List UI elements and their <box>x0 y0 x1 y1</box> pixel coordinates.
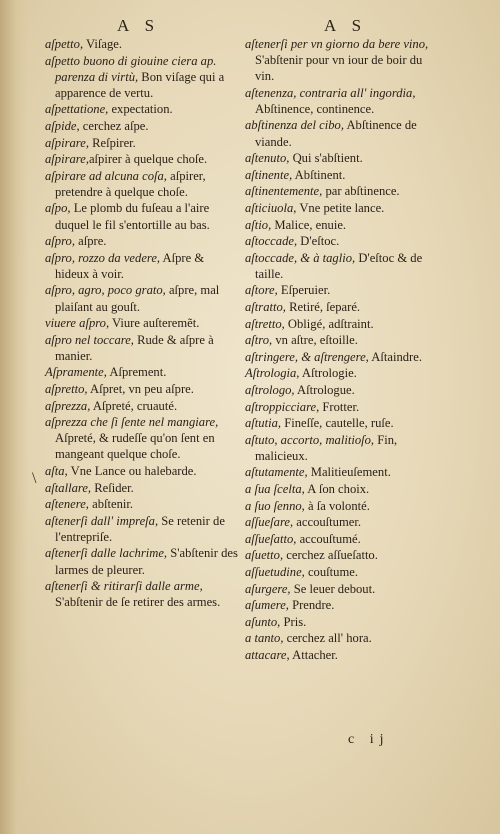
dictionary-entry <box>245 282 440 298</box>
entry-definition: cerchez all' hora. <box>283 631 372 646</box>
entry-term: aſtore, <box>245 283 278 298</box>
dictionary-entry <box>245 183 440 199</box>
entry-term: attacare, <box>245 647 290 662</box>
entry-definition: accouſtumé. <box>296 531 361 546</box>
entry-definition: Aſpret, vn peu aſpre. <box>87 381 194 396</box>
page-gutter-shadow <box>0 0 28 834</box>
entry-definition: Se leuer debout. <box>290 581 376 596</box>
dictionary-entry <box>45 101 240 117</box>
dictionary-entry <box>245 498 440 514</box>
dictionary-entry <box>45 233 240 249</box>
entry-definition: Obligé, adſtraint. <box>284 316 374 331</box>
entry-term: aſtenuto, <box>245 151 290 166</box>
entry-definition: Reſider. <box>91 480 134 495</box>
dictionary-entry <box>245 250 440 282</box>
entry-definition: cerchez aſſueſatto. <box>283 548 378 563</box>
entry-term: aſſueſatto, <box>245 531 297 546</box>
entry-definition: Reſpirer. <box>88 135 136 150</box>
dictionary-entry <box>245 36 440 84</box>
entry-term: aſtenere, <box>45 497 89 512</box>
entry-term: aſpetto buono di giouine ciera ap. parenza di virtù, <box>45 53 217 84</box>
dictionary-entry <box>45 168 240 200</box>
entry-term: aſta, <box>45 463 68 478</box>
entry-term: aſpretto, <box>45 381 88 396</box>
entry-term: aſtenerſi per vn giorno da bere vino, <box>245 37 429 51</box>
dictionary-entry <box>245 464 440 480</box>
entry-term: aſtutamente, <box>245 465 308 480</box>
entry-term: aſtallare, <box>45 480 92 495</box>
entry-definition: D'eſtoc & de taille. <box>255 250 423 281</box>
entry-definition: Vne petite lance. <box>296 200 385 215</box>
entry-term: a ſuo ſenno, <box>245 498 305 513</box>
entry-term: aſtutia, <box>245 416 282 431</box>
entry-term: aſtenerſi dalle lachrime, <box>45 546 168 561</box>
entry-definition: Retiré, ſeparé. <box>285 300 361 314</box>
dictionary-entry <box>245 299 440 315</box>
entry-definition: Malice, enuie. <box>271 217 347 232</box>
dictionary-entry <box>45 578 240 610</box>
dictionary-entry <box>245 514 440 530</box>
entry-definition: Viure auſteremẽt. <box>109 316 200 331</box>
left-column <box>45 36 240 611</box>
entry-term: aſpirare, <box>45 135 89 150</box>
entry-term: aſtoccade, <box>245 234 298 249</box>
entry-definition: accouſtumer. <box>293 515 361 530</box>
running-head-left: A S <box>117 16 161 35</box>
entry-term: aſtringere, & aſtrengere, <box>245 349 369 364</box>
entry-definition: S'abſtenir pour vn iour de boir du vin. <box>255 53 423 84</box>
entry-definition: S'abſtenir de ſe retirer des armes. <box>55 595 221 610</box>
dictionary-entry <box>45 135 240 151</box>
entry-term: aſtinentemente, <box>245 184 323 199</box>
signature-mark: c ij <box>348 732 390 747</box>
entry-definition: Abſtinence de viande. <box>255 118 417 149</box>
dictionary-entry <box>45 513 240 545</box>
dictionary-entry <box>245 399 440 415</box>
entry-definition: Fin, malicieux. <box>255 432 398 463</box>
dictionary-entry <box>245 349 440 365</box>
entry-term: aſurgere, <box>245 581 291 596</box>
entry-definition: aſpirer à quelque choſe. <box>88 152 208 167</box>
dictionary-entry <box>245 547 440 563</box>
dictionary-entry <box>245 647 440 663</box>
entry-term: aſticiuola, <box>245 200 297 215</box>
entry-term: aſpetto, <box>45 37 84 51</box>
entry-term: Aſtrologia, <box>245 366 300 381</box>
entry-term: a ſua ſcelta, <box>245 482 305 497</box>
entry-definition: A ſon choix. <box>304 482 370 497</box>
dictionary-entry <box>45 364 240 380</box>
entry-term: aſtratto, <box>245 300 286 314</box>
entry-definition: Vne Lance ou halebarde. <box>67 463 197 478</box>
entry-definition: aſpre. <box>74 234 107 249</box>
entry-definition: Viſage. <box>83 37 123 51</box>
dictionary-entry <box>245 150 440 166</box>
entry-term: Aſpramente, <box>45 365 107 380</box>
entry-definition: Malitieuſement. <box>307 465 391 480</box>
dictionary-entry <box>245 415 440 431</box>
dictionary-entry <box>45 463 240 479</box>
entry-term: aſunto, <box>245 614 281 629</box>
entry-definition: Aſtrologie. <box>299 366 357 381</box>
entry-definition: aſpirer, pretendre à quelque choſe. <box>55 168 206 199</box>
dictionary-entry <box>45 315 240 331</box>
entry-definition: Prendre. <box>288 598 335 613</box>
dictionary-entry <box>245 564 440 580</box>
dictionary-entry <box>245 365 440 381</box>
dictionary-entry <box>45 414 240 462</box>
entry-term: aſtenerſi dall' impreſa, <box>45 513 159 528</box>
dictionary-entry <box>45 151 240 167</box>
entry-term: aſtoccade, & à taglio, <box>245 250 356 265</box>
entry-definition: par abſtinence. <box>322 184 400 199</box>
dictionary-entry <box>45 496 240 512</box>
dictionary-entry <box>245 531 440 547</box>
dictionary-entry <box>245 581 440 597</box>
entry-term: viuere aſpro, <box>45 316 110 331</box>
right-column <box>245 36 440 664</box>
entry-term: aſtroppicciare, <box>245 399 320 414</box>
entry-definition: couſtume. <box>304 565 358 579</box>
entry-term: aſpettatione, <box>45 102 109 117</box>
entry-term: aſuetto, <box>245 548 284 563</box>
dictionary-entry <box>45 282 240 314</box>
entry-term: aſpo, <box>45 201 71 216</box>
entry-definition: Attacher. <box>289 647 338 662</box>
dictionary-entry <box>245 614 440 630</box>
dictionary-entry <box>245 316 440 332</box>
dictionary-entry <box>245 217 440 233</box>
entry-definition: Rude & aſpre à manier. <box>55 332 214 363</box>
entry-definition: abſtenir. <box>88 497 134 512</box>
entry-definition: Aſpreté, & rudeſſe qu'on ſent en mangeant quelque choſe. <box>55 431 215 462</box>
dictionary-entry <box>245 432 440 464</box>
running-head-right: A S <box>324 16 368 35</box>
entry-term: aſpro, agro, poco grato, <box>45 283 166 298</box>
dictionary-entry <box>45 118 240 134</box>
dictionary-entry <box>245 233 440 249</box>
dictionary-entry <box>45 53 240 101</box>
entry-definition: Se retenir de l'entrepriſe. <box>55 513 225 544</box>
entry-term: aſprezza che ſi ſente nel mangiare, <box>45 415 219 430</box>
dictionary-entry <box>45 250 240 282</box>
entry-definition: Fineſſe, cautelle, ruſe. <box>281 416 394 431</box>
entry-term: aſpro nel toccare, <box>45 332 134 347</box>
entry-term: aſtretto, <box>245 316 285 331</box>
entry-definition: Le plomb du fuſeau a l'aire duquel le fil s'entortille au bas. <box>55 201 210 232</box>
dictionary-entry <box>245 332 440 348</box>
entry-term: aſtro, <box>245 333 273 348</box>
entry-definition: D'eſtoc. <box>297 234 340 249</box>
entry-term: aſtinente, <box>245 167 293 182</box>
entry-definition: vn aſtre, eſtoille. <box>272 333 358 348</box>
dictionary-entry <box>45 545 240 577</box>
entry-definition: expectation. <box>108 102 173 117</box>
entry-definition: Bon viſage qui a apparence de vertu. <box>55 69 225 100</box>
dictionary-entry <box>45 398 240 414</box>
dictionary-entry <box>45 200 240 232</box>
entry-term: aſtuto, accorto, malitioſo, <box>245 432 375 447</box>
entry-definition: Eſperuier. <box>277 283 331 298</box>
dictionary-entry <box>245 630 440 646</box>
dictionary-entry <box>45 480 240 496</box>
entry-term: aſtenerſi & ritirarſi dalle arme, <box>45 579 203 594</box>
entry-definition: S'abſtenir des larmes de pleurer. <box>55 546 238 577</box>
entry-definition: aſpre, mal plaiſant au gouſt. <box>55 283 220 314</box>
dictionary-entry <box>245 85 440 117</box>
entry-term: a tanto, <box>245 631 284 646</box>
dictionary-entry <box>245 382 440 398</box>
entry-term: aſſuetudine, <box>245 565 305 579</box>
entry-definition: Frotter. <box>319 399 360 414</box>
entry-term: aſtio, <box>245 217 272 232</box>
entry-term: aſpirare ad alcuna coſa, <box>45 168 167 183</box>
entry-definition: Aſpreté, cruauté. <box>90 398 178 413</box>
entry-term: aſumere, <box>245 598 289 613</box>
dictionary-entry <box>245 200 440 216</box>
entry-term: aſſueſare, <box>245 515 294 530</box>
entry-definition: Qui s'abſtient. <box>289 151 363 166</box>
entry-term: aſpro, <box>45 234 75 249</box>
dictionary-entry <box>45 332 240 364</box>
dictionary-entry <box>245 481 440 497</box>
entry-term: aſtenenza, contraria all' ingordia, <box>245 85 416 100</box>
entry-definition: Aſtaindre. <box>368 349 422 364</box>
entry-term: aſprezza, <box>45 398 91 413</box>
entry-term: aſpro, rozzo da vedere, <box>45 250 161 265</box>
entry-definition: à ſa volonté. <box>304 498 370 513</box>
entry-definition: Abſtinence, continence. <box>255 101 375 116</box>
entry-term: abſtinenza del cibo, <box>245 118 344 133</box>
dictionary-entry <box>45 381 240 397</box>
entry-definition: Abſtinent. <box>292 167 346 182</box>
entry-definition: cerchez aſpe. <box>79 118 149 133</box>
dictionary-entry <box>45 36 240 52</box>
margin-mark: \ <box>32 470 37 487</box>
entry-definition: Aſpre & hideux à voir. <box>55 250 205 281</box>
entry-definition: Aſprement. <box>106 365 167 380</box>
dictionary-entry <box>245 167 440 183</box>
entry-term: aſpide, <box>45 118 80 133</box>
dictionary-entry <box>245 597 440 613</box>
entry-term: aſpirare, <box>45 152 89 167</box>
entry-term: aſtrologo, <box>245 382 295 397</box>
entry-definition: Aſtrologue. <box>294 382 355 397</box>
dictionary-entry <box>245 117 440 149</box>
entry-definition: Pris. <box>280 614 307 629</box>
